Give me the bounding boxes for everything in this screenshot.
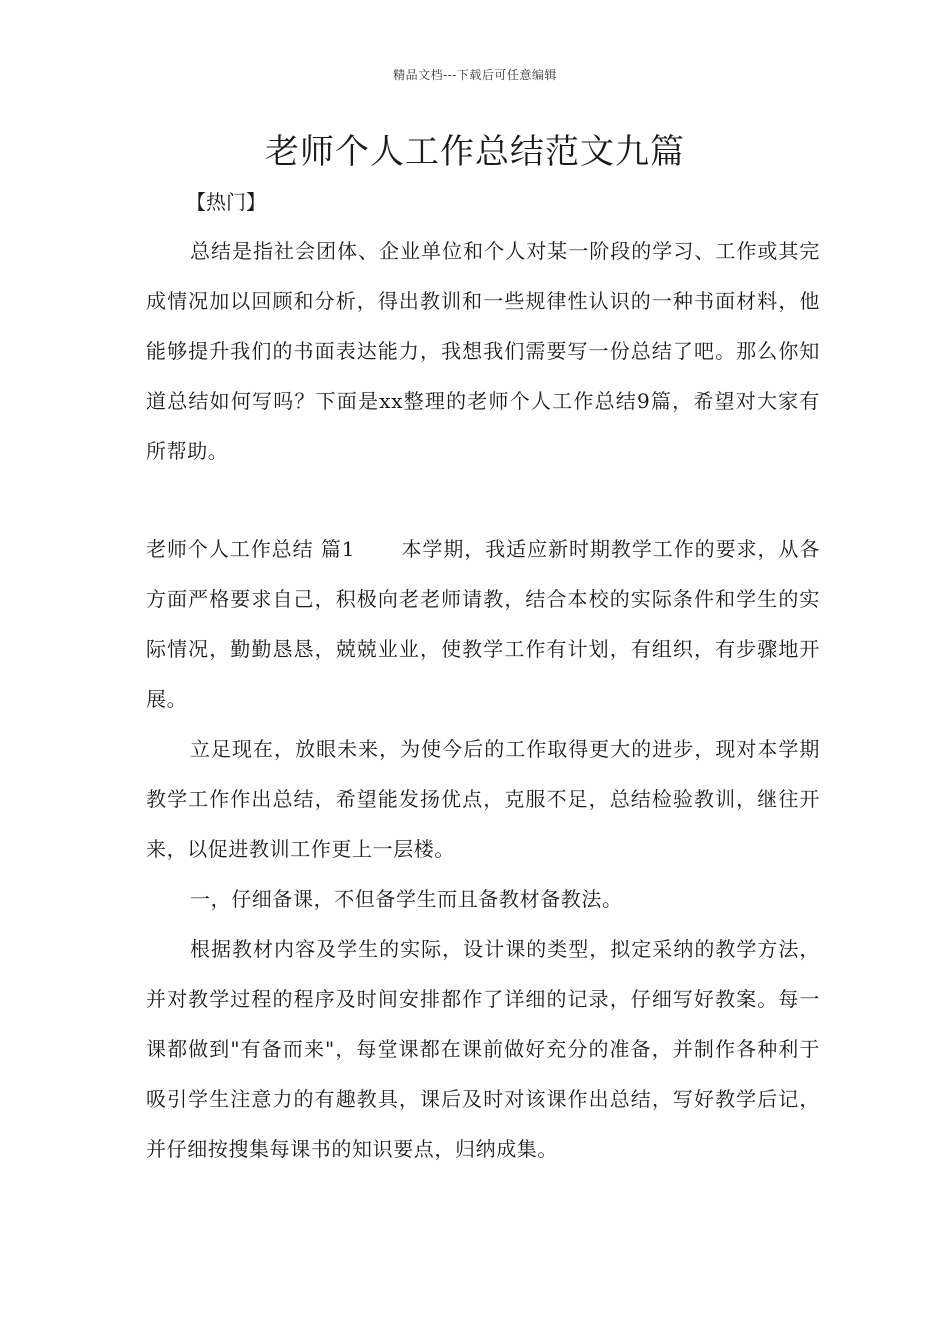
section-1-heading: 老师个人工作总结 篇1 — [146, 537, 356, 561]
section-1-first-paragraph — [146, 524, 820, 724]
section-1 — [146, 524, 820, 1174]
intro-block — [146, 226, 820, 476]
section-1-paragraph-2: 立足现在，放眼未来，为使今后的工作取得更大的进步，现对本学期教学工作作出总结，希望能发扬优点，克服不足，总结检验教训，继往开来，以促进教训工作更上一层楼。 — [146, 737, 820, 861]
intro-paragraph: 总结是指社会团体、企业单位和个人对某一阶段的学习、工作或其完成情况加以回顾和分析，得出教训和一些规律性认识的一种书面材料，他能够提升我们的书面表达能力，我想我们需要写一份总结了吧。那么你知道总结如何写吗？下面是xx整理的老师个人工作总结9篇，希望对大家有所帮助。 — [146, 239, 820, 463]
hot-tag: 【热门】 — [186, 190, 266, 214]
section-1-paragraph-4: 根据教材内容及学生的实际，设计课的类型，拟定采纳的教学方法，并对教学过程的程序及时间安排都作了详细的记录，仔细写好教案。每一课都做到"有备而来"，每堂课都在课前做好充分的准备，并制作各种利于吸引学生注意力的有趣教具，课后及时对该课作出总结，写好教学后记，并仔细按搜集每课书的知识要点，归纳成集。 — [146, 937, 820, 1161]
document-title: 老师个人工作总结范文九篇 — [265, 132, 685, 172]
section-1-paragraph-3: 一，仔细备课，不但备学生而且备教材备教法。 — [190, 887, 623, 911]
section-1-paragraph-1: 本学期，我适应新时期教学工作的要求，从各方面严格要求自己，积极向老老师请教，结合本校的实际条件和学生的实际情况，勤勤恳恳，兢兢业业，使教学工作有计划，有组织，有步骤地开展。 — [146, 537, 820, 711]
header-note: 精品文档---下载后可任意编辑 — [393, 68, 557, 82]
